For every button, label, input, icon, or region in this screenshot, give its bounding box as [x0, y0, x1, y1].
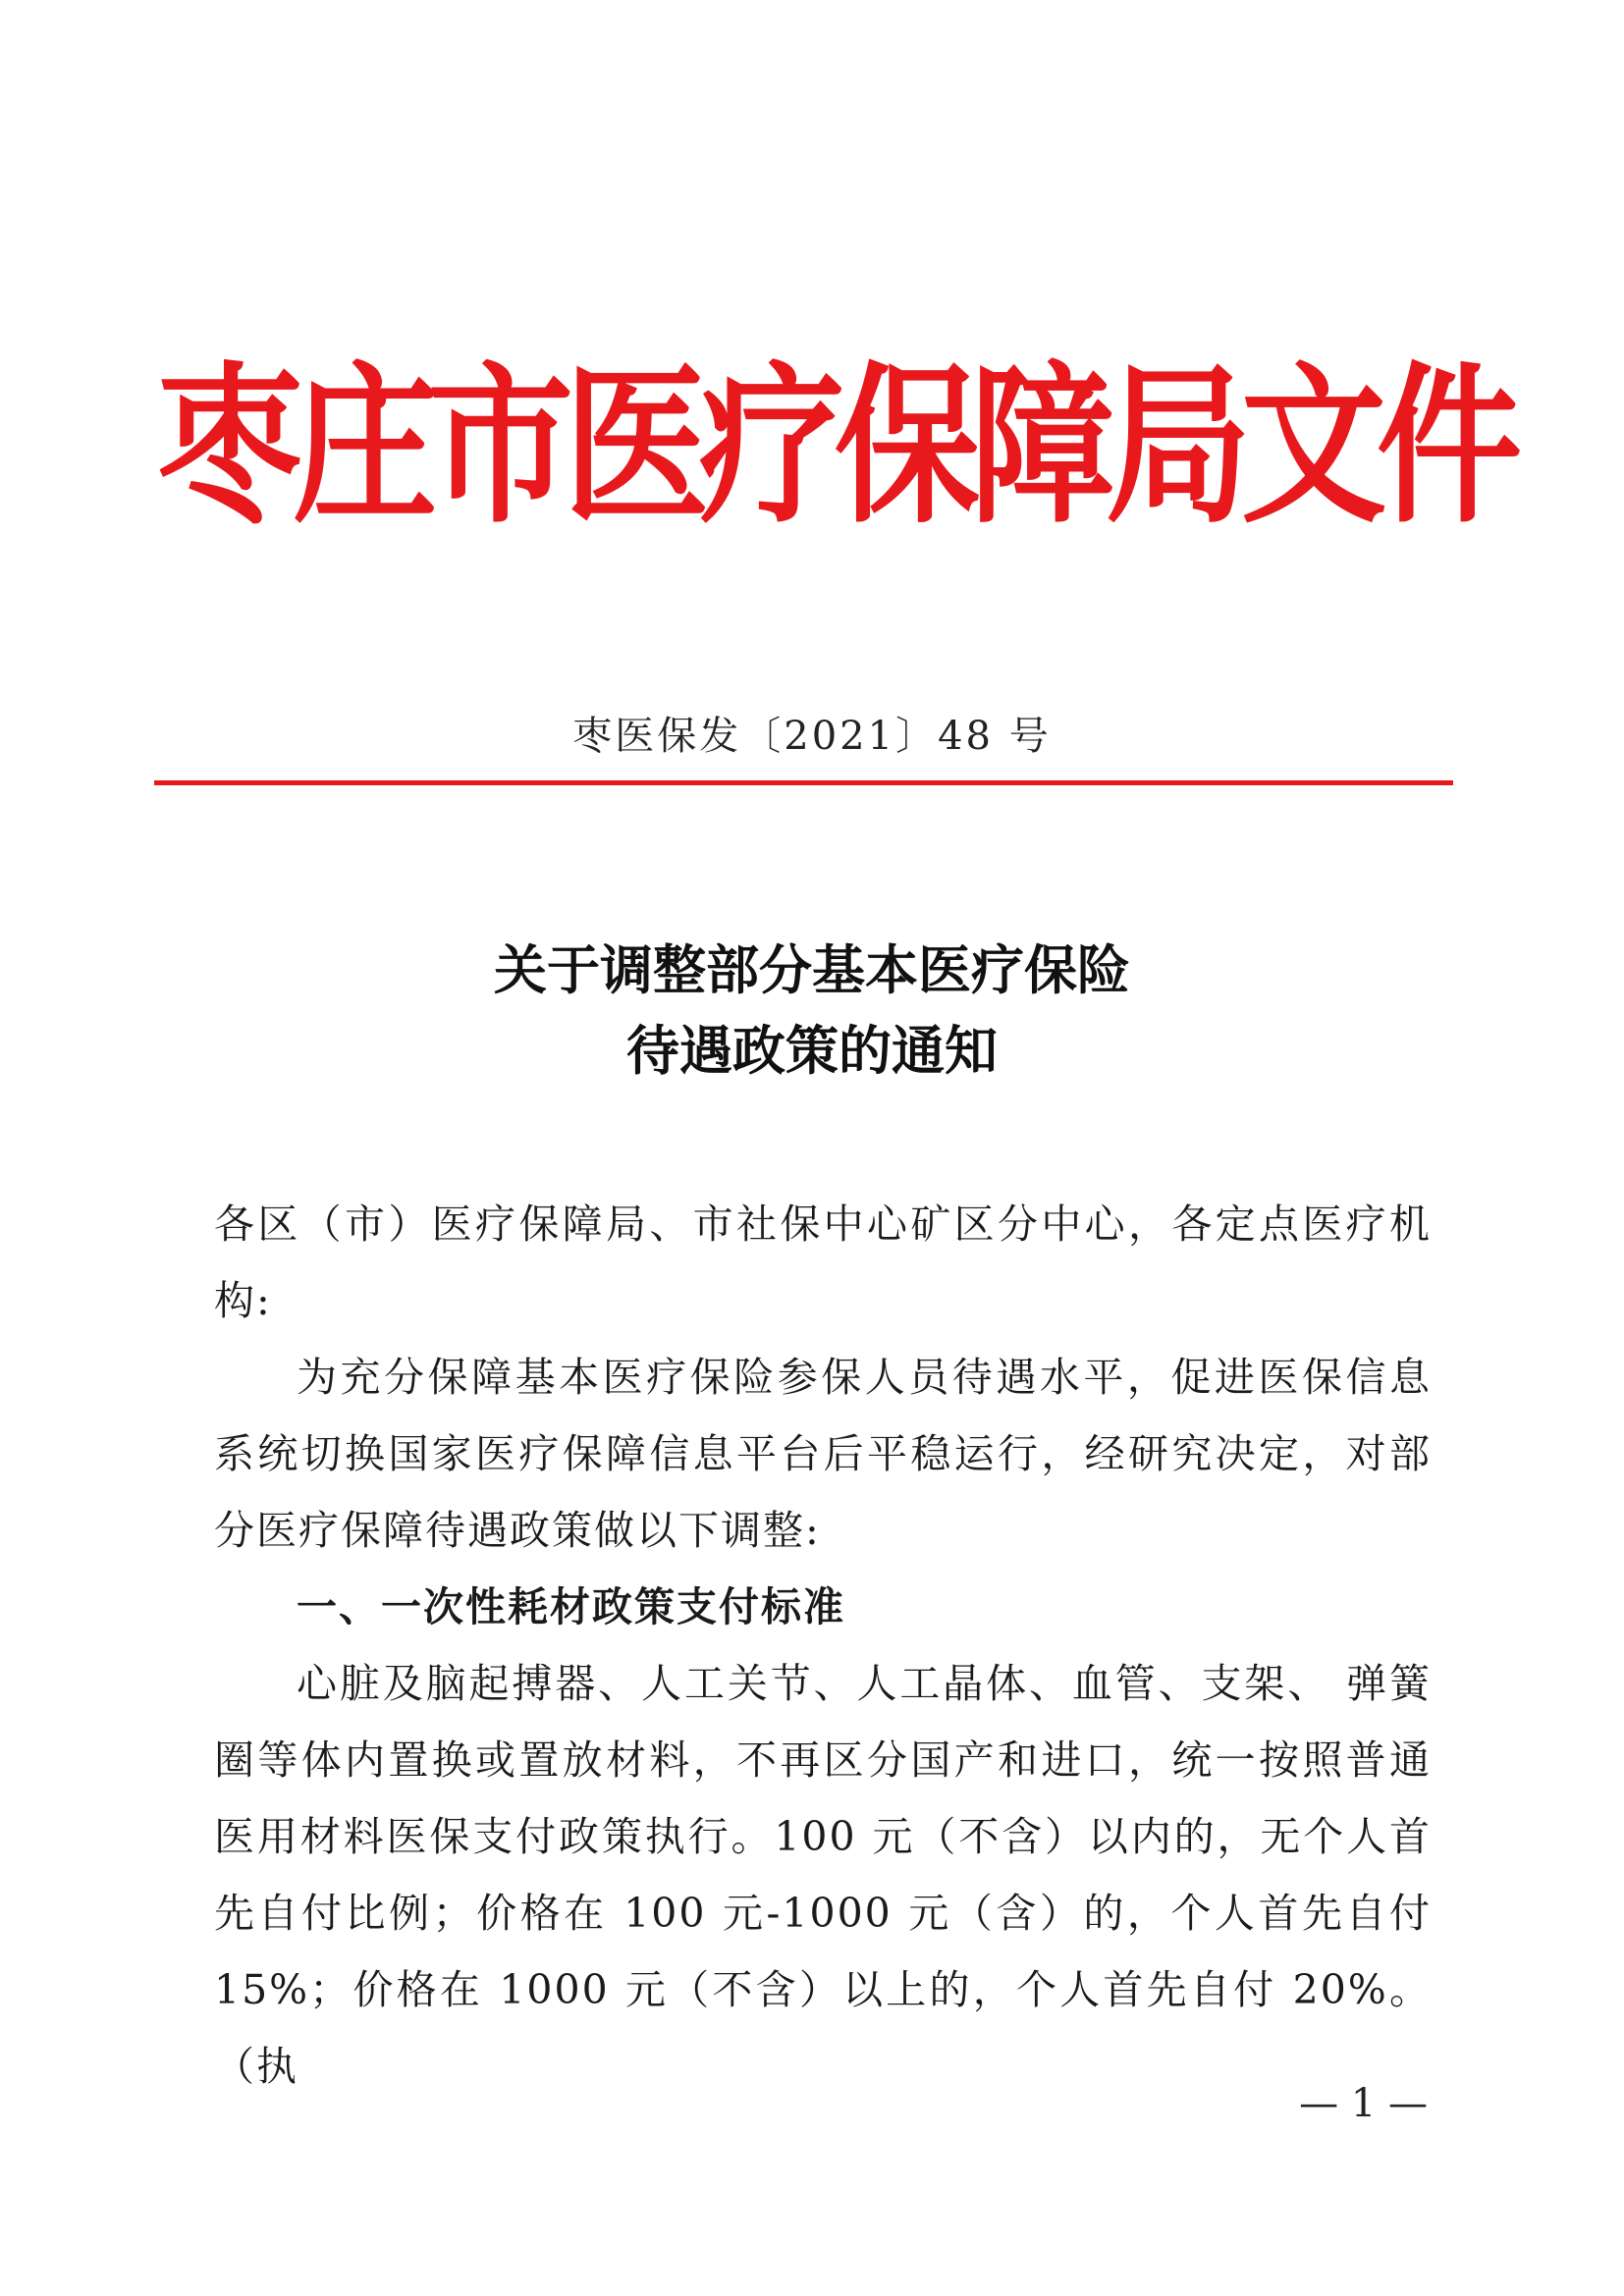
- red-divider-rule: [154, 780, 1453, 785]
- notice-body: [214, 1186, 1432, 2105]
- section-1-paragraph: 心脏及脑起搏器、人工关节、人工晶体、血管、支架、 弹簧圈等体内置换或置放材料，不再区分国产和进口，统一按照普通医用材料医保支付政策执行。100 元（不含）以内的，无个人首先自付比例；价格在 100 元-1000 元（含）的，个人首先自付15%；价格在 1000 元（不含）以上的，个人首先自付 20%。（执: [214, 1660, 1432, 2090]
- notice-title: [0, 931, 1624, 1092]
- notice-title-line-1: 关于调整部分基本医疗保险: [494, 939, 1130, 1001]
- document-number: 枣医保发〔2021〕48 号: [572, 714, 1052, 759]
- salutation: 各区（市）医疗保障局、市社保中心矿区分中心，各定点医疗机构:: [214, 1201, 1432, 1324]
- notice-title-line-2: 待遇政策的通知: [626, 1020, 998, 1082]
- intro-paragraph: 为充分保障基本医疗保险参保人员待遇水平，促进医保信息系统切换国家医疗保障信息平台后平稳运行，经研究决定，对部分医疗保障待遇政策做以下调整:: [214, 1354, 1432, 1554]
- masthead-title: 枣庄市医疗保障局文件: [157, 347, 1512, 547]
- page-number: — 1 —: [1299, 2081, 1428, 2126]
- section-1-heading: 一、一次性耗材政策支付标准: [297, 1583, 845, 1630]
